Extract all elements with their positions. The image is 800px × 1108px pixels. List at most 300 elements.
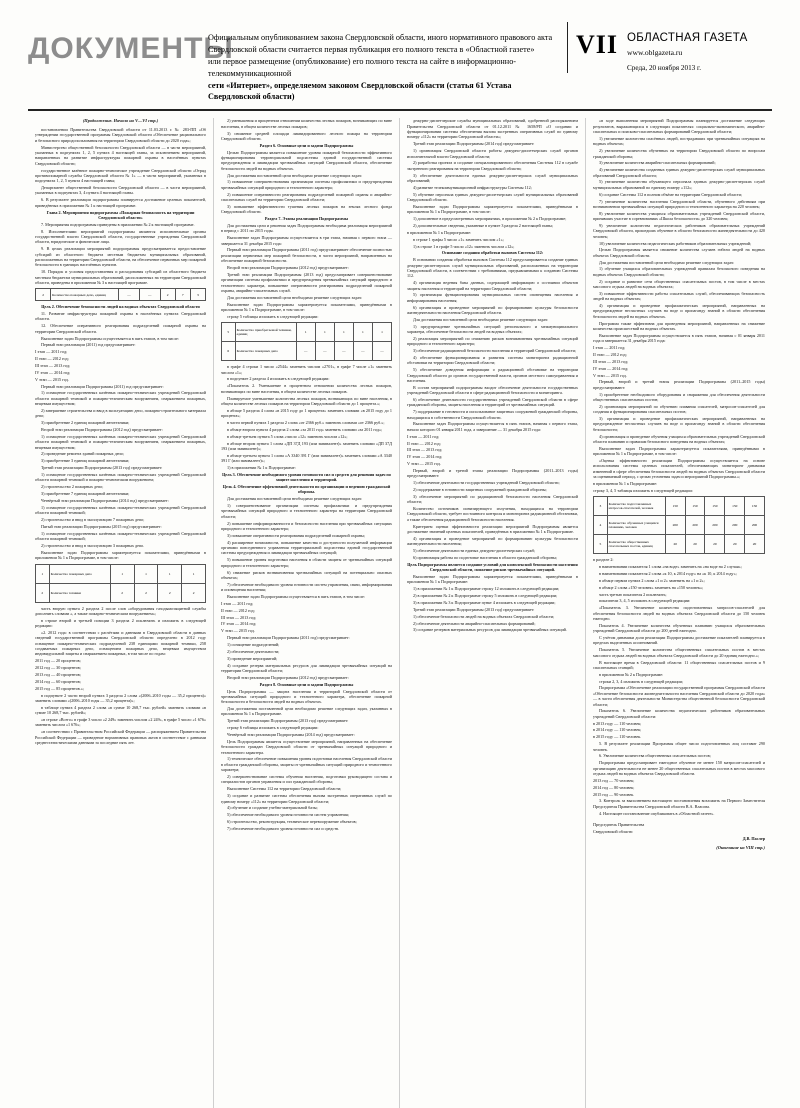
cell: 150 xyxy=(725,497,745,516)
paragraph: 4) организация и проведение обучения учащихся образовательных учреждений Свердловской области плаванию и правилам безопасного поведения на водных объектах; xyxy=(593,433,765,445)
paragraph: Показатель 4. Увеличение количества обученных плаванию учащихся образовательных учреждений Свердловской области до 200 детей ежегодно. xyxy=(593,622,765,634)
paragraph: Выполнение Системы 112 на территории Свердловской области; xyxy=(227,786,342,792)
paragraph: в разделе 2: xyxy=(593,557,614,563)
paragraph: Третий этап реализации Подпрограммы (2013 год) предусматривает: xyxy=(41,465,163,471)
cell: Количество подготовленных матросов-спасателей, человек xyxy=(607,497,665,516)
cell: Количество пожарных депо xyxy=(235,342,296,361)
paragraph: 2011 год — 20 процентов; xyxy=(35,658,81,664)
paragraph: Целью Подпрограммы является снижение количества случаев гибели людей на водных объектах Свердловской области. xyxy=(593,247,765,258)
notice-line-4: сети «Интернет», определяемом законом Свердловской области (статья 61 Устава Свердловской области) xyxy=(208,80,512,102)
cell: Количество общественных спасательных постов, единиц xyxy=(607,535,665,554)
paragraph: Выполнение задач Подпрограммы характеризуется показателями, приведёнными в приложении № 1 к Подпрограмме, в том числе: xyxy=(221,301,392,312)
paragraph: в приложении № 1 к Подпрограмме: xyxy=(407,229,472,235)
section-heading: Раздел 8. Основные цели и задачи Подпрограммы xyxy=(259,681,354,687)
paragraph: в 2015 году — 110 человек. xyxy=(593,734,642,740)
paragraph: II этап — 2012 год; xyxy=(407,440,441,446)
cell: Количество пожарных депо, единиц xyxy=(51,289,119,301)
paragraph: «в строке «Всего» в графе 3 число «2 249» заменить числом «2 249», в графе 5 число «1 676» заменить числом «1 676»; xyxy=(35,717,206,728)
paragraph: 1) в приложении № 1 к Подпрограмме строку 12 изложить в следующей редакции; xyxy=(413,586,560,592)
section-heading: Раздел 7. Этапы реализации Подпрограммы xyxy=(264,216,349,222)
cell: 200 xyxy=(705,516,725,535)
paragraph: 3) увеличение количества аварийно-спасательных формирований; xyxy=(599,160,716,166)
paragraph: 1) обеспечение деятельности государственных учреждений Свердловской области; xyxy=(413,480,560,486)
paragraph: 6) обеспечение деятельности государственных учреждений Свердловской области в сфере гражданской обороны, защиты населения и территорий от чрезвычайных ситуаций. xyxy=(407,397,578,408)
paragraph: 1) увеличение количества спасённых людей, пострадавших при чрезвычайных ситуациях на водных объектах; xyxy=(593,135,765,147)
paragraph: 1) приобретение необходимого оборудования и снаряжения для обеспечения деятельности общественных спасательных постов; xyxy=(593,391,765,403)
indicator-table-4 xyxy=(593,496,765,554)
cell: Количество приобретаемой техники, единиц xyxy=(235,323,296,342)
paragraph: 2) в приложении № 2 к Подпрограмме строку 5 изложить в следующей редакции; xyxy=(413,593,558,599)
paragraph: Выполнение задач Подпрограммы осуществляется в пять этапов, начиная с 01 января 2011 года и завершается 31 декабря 2015 года: xyxy=(593,332,765,344)
masthead-right xyxy=(567,22,772,73)
paragraph: Выполнение задач Подпрограммы осуществляется в пять этапов, начиная с первого этапа, начало которого 01 января 2011 года, а завершение — 31 декабря 2015 года: xyxy=(407,421,578,432)
cell: 150 xyxy=(665,497,685,516)
paragraph: в абзаце третьем пункта 1 слова «А 3340 391 Г (или эквивалент)» заменить словами «А 3340 391 Г (или эквивалент)»; xyxy=(221,452,392,464)
paragraph: 2) организация мероприятий по обучению плавания спасателей, матросов-спасателей для создания и функционирования спасательных постов; xyxy=(593,403,765,415)
paragraph: Первый, второй и третий этапы реализации Подпрограммы (2011–2013 годы) предусматривают: xyxy=(407,467,578,479)
paragraph: «Показатель 3. Увеличение количества подготовленных матросов-спасателей для обеспечения безопасности людей на водных объектах Свердловской области до 150 человек ежегодно. xyxy=(593,605,765,621)
paragraph: Показатель 5. Увеличение количества общественных спасательных постов в местах массового отдыха людей на водных объектах Свердловской области до 20 единиц ежегодно.»; xyxy=(593,647,765,658)
paragraph: 1) оснащение государственных казённых пожарно-технических учреждений Свердловской области пожарной техникой; xyxy=(35,530,206,542)
official-publication-notice xyxy=(206,22,567,103)
paragraph: 2) увеличение количества обученных на территории Свердловской области по вопросам гражданской обороны; xyxy=(593,148,765,159)
paragraph: 5) организация функционирования муниципальных систем оповещения населения и информирования населения; xyxy=(407,292,578,303)
paragraph: в наименовании показателя 1 слова «на воде» заменить на «на воде на 2 случая»; xyxy=(599,564,742,570)
cell: 1 xyxy=(296,323,315,342)
paragraph: дежурно-диспетчерские службы муниципальных образований, одобренной распоряжением Правительства Свердловской области от 01.12.2011 № 1658/РП «О создании и функционировании системы обеспечения вызова экстренных оперативных служб по единому номеру «112» на территории Свердловской области»; xyxy=(407,118,578,140)
notice-line-1: Официальным опубликованием закона Свердловской области, иного нормативного правового акта xyxy=(208,33,553,42)
cell: 1 xyxy=(36,564,50,583)
cell: 20 xyxy=(685,535,705,554)
cell: Количество обученных учащихся плаванию, человек xyxy=(607,516,665,535)
section-heading: Раздел 6. Основные цели и задачи Подпрограммы xyxy=(259,142,354,148)
paragraph: 4) расширение возможности, повышение качества и доступности получаемой информации органами повседневного управления территориальной подсистемы единой государственной системы предупреждения и ликвидации чрезвычайных ситуаций; xyxy=(221,539,392,556)
paragraph: 5) обучение персонала единых дежурно-диспетчерских служб муниципальных образований Свердловской области. xyxy=(407,191,578,203)
paragraph: В настоящее время в Свердловской области: 11 общественных спасательных постов и 9 спасательных станций; xyxy=(593,659,765,670)
paragraph: Департамент общественной безопасности Свердловской области — в части мероприятий, указанных в подпунктах 3, 4 пункта 4 настоящей главы. xyxy=(35,185,206,196)
paragraph: 7) обеспечение необходимого уровня готовности сил и средств. xyxy=(227,825,340,831)
paragraph: Выполнение задач Подпрограммы характеризуется показателями, приведёнными в приложении № 1 к Подпрограмме, в том числе: xyxy=(593,445,765,457)
paragraph: в абзаце третьем пункта 5 слова «число «12» заменить числом «12»; xyxy=(227,433,348,439)
paragraph: 7. Мероприятия подпрограммы приведены в приложении № 2 к настоящей программе. xyxy=(41,221,195,227)
paragraph: Третий этап реализации Подпрограммы (2013 год) предусматривает совершенствование организации системы профилактики и предупреждения чрезвычайных ситуаций природного и техногенного характера, повышение оперативности реагирования подразделений пожарной охраны, аварийно-спасательных служб. xyxy=(221,271,392,293)
cell: 150 xyxy=(705,497,725,516)
paragraph: Программа также эффективна для проведения мероприятий, направленных на снижение количества происшествий на водных объектах. xyxy=(593,320,765,332)
paragraph: V этап — 2015 год. xyxy=(221,628,255,634)
paragraph: 4) обеспечение функционирования и развития системы мониторинга радиационной обстановки на территории Свердловской области; xyxy=(407,355,578,366)
paragraph: 9. В целях реализации мероприятий подпрограммы предусматривается предоставление субсидий из областного бюджета местным бюджетам муниципальных образований, расположенных на территории Свердловской области, на обеспечение первичных мер пожарной безопасности в границах населённых пунктов. xyxy=(35,246,206,268)
paragraph: 7) увеличение количества населения Свердловской области, обученного действиям при возникновении чрезвычайных ситуаций природного и техногенного характера на 220 человек; xyxy=(593,198,765,209)
paragraph: в подпункте 2 части второй пункта 3 раздела 2 слова «(2006–2010 годы — 35,2 процента)» заменить словами «(2006–2010 годы — 35,2 процента)»; xyxy=(35,692,206,703)
paragraph: Для достижения поставленной цели необходимо решение следующих задач: xyxy=(413,316,549,322)
paragraph: Первый, второй и третий этапы реализации Подпрограммы (2011–2015 годы) предусматривают: xyxy=(593,379,765,390)
paragraph: 2) строительство и ввод в эксплуатацию 7 пожарных депо; xyxy=(41,517,145,523)
paragraph: в абзаце втором пункта 1 слова «ДП 37Д 193 (или эквивалент)» заменить словами «ДП 37Д 193 (или эквивалент)»; xyxy=(221,440,392,451)
paragraph: 2) совершенствование системы обучения населения, подготовки руководящего состава и специалистов органов управления и сил гражданской обороны; xyxy=(221,774,392,785)
paragraph: 1) в приложении № 1 к Подпрограмме: xyxy=(227,464,296,470)
cell: 200 xyxy=(745,516,765,535)
paragraph: III этап — 2013 год; xyxy=(35,362,71,368)
paragraph: Для достижения поставленной цели необходимо решение следующих задач: xyxy=(227,496,363,502)
cell: 200 xyxy=(665,516,685,535)
cell: 20 xyxy=(705,535,725,554)
paragraph: 2) проведение ремонта зданий пожарных депо; xyxy=(41,451,124,457)
paragraph: V этап — 2015 год. xyxy=(407,461,441,467)
paragraph: в абзаце первом пункта 2 слова «1 и 2» заменить на «1 и 2»; xyxy=(599,577,705,583)
indicator-table-2 xyxy=(221,322,392,361)
paragraph: Для достижения поставленной цели необходимо решение следующих задач: xyxy=(227,294,363,300)
paragraph: Показатель 6. Увеличение количества педагогических работников образовательных учреждений Свердловской области: xyxy=(593,708,765,719)
paragraph: в 2014 году — 110 человек; xyxy=(593,727,642,733)
paragraph: 2) строительство 2 пожарных депо; xyxy=(41,484,104,490)
paragraph: Выполнение задач Подпрограммы осуществляется в три этапа, начиная с первого этапа — завершается 31 декабря 2015 года: xyxy=(221,235,392,246)
indicator-table-1b xyxy=(35,564,206,603)
section-heading: Цель 4. Обеспечение эффективной деятельности по организации и ведению гражданской обороны. xyxy=(222,484,391,495)
paragraph: 1) совершенствование организации системы профилактики и предупреждения чрезвычайных ситуаций природного и техногенного характера на территории Свердловской области; xyxy=(221,503,392,519)
paragraph: III этап — 2013 год; xyxy=(593,358,629,364)
cell: — xyxy=(315,342,334,361)
paragraph: 2013 год — 40 процентов; xyxy=(35,672,81,678)
paragraph: Выполнение задач Подпрограммы осуществляется в пять этапов, в том числе: xyxy=(41,335,179,341)
paragraph: 3) организация и проведение профилактических мероприятий, направленных на предупреждение несчастных случаев на воде и пропаганду знаний в области обеспечения безопасности; xyxy=(593,416,765,432)
paragraph: 2012 год — 30 процентов; xyxy=(35,665,81,671)
cell: 1 xyxy=(110,564,134,583)
paragraph: в 2013 году — 110 человек; xyxy=(593,720,642,726)
paragraph: 3) снижение средней площади ликвидированного лесного пожара на территории Свердловской области. xyxy=(221,130,392,141)
end-note: (Окончание на VIII стр.) xyxy=(716,845,765,851)
paragraph: в строке 1 графы 5 число «1» заменить числом «1»; xyxy=(413,236,504,242)
paragraph: Планируемое уменьшение количества лесных пожаров, возникающих по вине населения, в общем количестве лесных пожаров на территории Свердловской области до 1 процента.»; xyxy=(221,395,392,406)
paragraph: 7) поддержание в готовности и использование защитных сооружений гражданской обороны, находящихся в собственности Свердловской области. xyxy=(407,409,578,420)
paragraph: 3) повышение эффективности тушения лесных пожаров на землях лесного фонда Свердловской области. xyxy=(221,203,392,215)
cell: Количество техники xyxy=(49,583,110,602)
paragraph: Критерием оценки эффективности реализации мероприятий Подпрограммы является достижение значений целевых показателей, приведённых в приложении № 1 к Подпрограмме. xyxy=(407,523,578,535)
paragraph: Целью Подпрограммы является повышение уровня пожарной безопасности эффективного функционирования территориальной подсистемы единой государственной системы предупреждения и ликвидации чрезвычайных ситуаций Свердловской области, обеспечение безопасности людей на водных объектах. xyxy=(221,149,392,171)
cell: 3 xyxy=(594,497,608,516)
paragraph: 3) приобретение 3 единиц пожарной автотехники; xyxy=(41,458,130,464)
cell: 1 xyxy=(372,323,391,342)
cell: Количество пожарных депо xyxy=(49,564,110,583)
paragraph: V этап — 2015 год. xyxy=(35,376,69,382)
paragraph: 3) создание резервов материальных ресурсов для ликвидации чрезвычайных ситуаций. xyxy=(413,627,567,633)
cell: 20 xyxy=(725,535,745,554)
paragraph: 1) оснащение государственных казённых пожарно-технических учреждений Свердловской области пожарной техникой; xyxy=(35,504,206,516)
paragraph: в строке второй и третьей позиции 3 раздела 2 исключить и изложить в следующей редакции: xyxy=(35,617,206,629)
paragraph: Первый этап реализации Подпрограммы (2011 год) предусматривает: xyxy=(227,635,350,641)
notice-line-3: или первое размещение (опубликование) его полного текста на сайте в информационно-телекоммуникационной xyxy=(208,56,517,78)
cell: 2 xyxy=(36,583,50,602)
paragraph: 3) обеспечение деятельности единых дежурно-диспетчерских служб муниципальных образований; xyxy=(407,172,578,183)
paragraph: 11. Развитие инфраструктуры пожарной охраны в населённых пунктах Свердловской области. xyxy=(35,311,206,322)
paragraph: строки 2, 3, 4 изложить в следующей редакции; xyxy=(599,678,684,684)
cell: 20 xyxy=(665,535,685,554)
paragraph: 6) снижение рисков возникновения чрезвычайных ситуаций на потенциально опасных объектах; xyxy=(221,569,392,580)
paragraph: Для достижения поставленной цели необходимо решение следующих задач: xyxy=(599,259,735,265)
paragraph: строку 5 таблицы изложить в следующей редакции: xyxy=(227,313,319,319)
cell: 3 xyxy=(190,289,205,301)
paragraph: 3) проведение мероприятий; xyxy=(227,655,278,661)
paragraph: II этап — 2012 год; xyxy=(35,356,69,362)
paragraph: IV этап — 2014 год; xyxy=(35,369,71,375)
paragraph: Выполнение задач Подпрограммы характеризуется показателями, приведёнными в приложении № 1 к Подпрограмме, в том числе: xyxy=(407,203,578,215)
paragraph: в абзаце втором пункта 4 раздела 2 слова «за 2011 год» заменить словами «за 2011 год»; xyxy=(227,426,383,432)
paragraph: 10. Порядок и условия предоставления и расходования субсидий из областного бюджета местным бюджетам муниципальных образований, расположенных на территории Свердловской области, приведены в приложении № 3 к настоящей программе. xyxy=(35,269,206,285)
cell: 1 xyxy=(334,323,353,342)
paragraph: в таблице пункта 4 раздела 2 слова «в сумме 10 268,7 тыс. рублей» заменить словами «в сумме 10 268,7 тыс. рублей»; xyxy=(35,704,206,716)
paragraph: 3) в приложении № 3 к Подпрограмме пункт 4 изложить в следующей редакции; xyxy=(413,600,556,606)
paragraph: 1) в строке 1 в графе 5 число «12» заменить числом «12»; xyxy=(413,243,515,249)
paragraph: Первый этап реализации Подпрограммы (2011 год) предусматривает обеспечение полностью реализации первичных мер пожарной безопасности, в части мероприятий, направленных на обеспечение пожарной безопасности. xyxy=(221,247,392,264)
page-number-roman: VII xyxy=(576,30,619,59)
cell: 1 xyxy=(134,564,158,583)
paragraph: часть третью показателя 2 исключить; xyxy=(599,591,667,597)
paragraph: IV этап — 2014 год; xyxy=(221,621,257,627)
paragraph: 5) увеличение количества обучающего персонала единых дежурно-диспетчерских служб муниципальных образований по единому номеру «112»; xyxy=(593,179,765,190)
paper-name: ОБЛАСТНАЯ ГАЗЕТА xyxy=(627,32,748,44)
paragraph: V этап — 2015 год. xyxy=(593,372,627,378)
cell: — xyxy=(296,342,315,361)
cell: — xyxy=(334,342,353,361)
cell: 2 xyxy=(134,583,158,602)
paragraph: 3) повышение оперативности реагирования подразделений пожарной охраны; xyxy=(227,532,365,538)
paragraph: «в соответствии с Правительством Российской Федерации — распоряжением Правительства Российской Федерации — приведение нормативных правовых актов в соответствие с данными среднестатистическими данными за последние пять лет. xyxy=(35,729,206,745)
paragraph: 2) завершение строительства и ввод в эксплуатацию депо, пожарно-строительного материала депо; xyxy=(35,407,206,419)
paragraph: Пятый этап реализации Подпрограммы (2015 год) предусматривает: xyxy=(41,523,162,529)
paragraph: 5) повышение уровня подготовки населения в области защиты от чрезвычайных ситуаций природного и техногенного характера; xyxy=(221,557,392,568)
paragraph: 3) повышение эффективности работы спасательных служб, обеспечивающих безопасность людей на водных объектах; xyxy=(593,290,765,302)
paragraph: 4) организация и проведение мероприятий по формированию культуры безопасности жизнедеятельности населения; xyxy=(407,535,578,547)
paragraph: 2) поддержание в готовности защитных сооружений гражданской обороны; xyxy=(413,487,547,493)
indicator-table-1 xyxy=(35,288,206,301)
paragraph: 4) развитие телекоммуникационной инфраструктуры Системы 112; xyxy=(413,184,532,190)
cell: 2 xyxy=(158,583,182,602)
cell: 2 xyxy=(182,583,206,602)
cell: — xyxy=(372,342,391,361)
paragraph: I этап — 2011 год; xyxy=(35,349,68,355)
paragraph: 1) организация Свердловской области работы дежурно-диспетчерских служб органов исполнительной власти Свердловской области; xyxy=(407,148,578,159)
subsection-heading: Цель 2. Обеспечение безопасности людей на водных объектах Свердловской области xyxy=(41,304,200,310)
paragraph: Подпрограмма «Обеспечение реализации государственной программы Свердловской области «Обеспечение безопасности жизнедеятельности населения Свердловской области до 2020 года» — в части обеспечения деятельности Министерства общественной безопасности Свердловской области; xyxy=(593,685,765,707)
paragraph: Третий этап реализации Подпрограммы (2013 год) предусматривает: xyxy=(227,718,349,724)
paragraph: 2) реализация мероприятий по снижению рисков возникновения чрезвычайных ситуаций природного и техногенного характера; xyxy=(407,335,578,347)
paragraph: Выполнение задач Подпрограммы характеризуется показателями, приведёнными в приложении № 1 к Подпрограмме: xyxy=(407,574,578,585)
paragraph: 4) создание резерва материальных ресурсов для ликвидации чрезвычайных ситуаций на территории Свердловской области; xyxy=(221,662,392,673)
paragraph: 4) организация ведения базы данных, содержащей информацию о состоянии объектов защиты населения и территорий на территории Свердловской области; xyxy=(407,280,578,291)
paragraph: 2) создание и развитие сети общественных спасательных постов, в том числе в местах массового отдыха людей на водных объектах; xyxy=(593,278,765,290)
paragraph: в абзаце 5 раздела 4 слова «в 2015 году до 1 процента» заменить словами «в 2015 году до 1 процента»; xyxy=(221,407,392,419)
paragraph: 6) создание Системы 112 в полном объёме на территории Свердловской области; xyxy=(599,191,743,197)
paragraph: 1) оснащение государственных казённых пожарно-технических учреждений Свердловской области пожарной техникой и пожарно-техническим вооружением, снаряжением пожарных, вещевым имуществом; xyxy=(35,390,206,407)
cell: 200 xyxy=(725,516,745,535)
paragraph: I этап — 2011 год; xyxy=(593,345,626,351)
paragraph: 3) приобретение 7 единиц пожарной автотехники; xyxy=(41,491,130,497)
paragraph: 3) обеспечение мероприятий по радиационной безопасности населения Свердловской области; xyxy=(407,493,578,505)
paragraph: 2014 год — 60 процентов; xyxy=(35,678,81,684)
masthead xyxy=(28,22,772,111)
paragraph: Выполнение задач Подпрограммы характеризуется показателями, приведёнными в приложении № 1 к Подпрограмме, в том числе: xyxy=(35,549,206,561)
page-title: ДОКУМЕНТЫ xyxy=(28,32,234,65)
paragraph: в абзаце 2 слова «150 человек» заменить на «150 человек»; xyxy=(599,584,704,590)
paragraph: строку 6 таблицы изложить в следующей редакции: xyxy=(227,725,319,731)
paragraph: 2013 год — 70 человек; xyxy=(593,777,635,783)
cell: 1 xyxy=(182,564,206,583)
paragraph: Выполнение задач Подпрограммы осуществляется в пять этапов, в том числе: xyxy=(227,594,365,599)
paragraph: показатели 3, 4, 5 изложить в следующей редакции: xyxy=(599,598,691,604)
paragraph: в приложении № 1 к Подпрограмме: xyxy=(593,481,658,487)
paragraph: 1) повышение совершенствования организации системы профилактики и предупреждения чрезвычайных ситуаций природного и техногенного характера; xyxy=(221,179,392,190)
paragraph: 2) обеспечение деятельности аварийно-спасательных формирований; xyxy=(413,620,536,626)
paragraph: 5) обеспечение доведения информации о радиационной обстановке на территории Свердловской области до органов государственной власти, органов местного самоуправления и населения. xyxy=(407,367,578,383)
paragraph: С учётом динамики доли реализации Подпрограммы достижение показателей планируется в пределах выделенных ассигнований. xyxy=(593,635,765,646)
paragraph: Второй этап реализации Подпрограммы (2012 год) предусматривает: xyxy=(227,264,349,270)
paragraph: 6. Увеличение количества общественных спасательных постов; xyxy=(599,753,711,759)
paragraph: 1) дополнение в предусмотренных мероприятиях, в приложении № 2 к Подпрограмме; xyxy=(413,216,567,222)
section-heading: Глава 2. Мероприятия подпрограммы «Пожарная безопасность на территории Свердловской области» xyxy=(46,209,195,220)
paragraph: Четвёртый этап реализации Подпрограммы (2014 год) предусматривает: xyxy=(227,732,355,738)
paragraph: 4. Настоящее постановление опубликовать в «Областной газете». xyxy=(599,810,715,816)
paragraph: 2) уменьшения и процентном отношении количества лесных пожаров, возникающих по вине населения, в общем количестве лесных пожаров; xyxy=(221,118,392,129)
paragraph: строку 3, 4, 5 таблицы изложить в следующей редакции: xyxy=(593,487,693,493)
paragraph: 9) увеличение количества педагогических работников образовательных учреждений Свердловской области, прошедших обучение в области безопасности жизнедеятельности до 420 человек; xyxy=(593,222,765,239)
paragraph: в части первой пункта 1 раздела 2 слова «от 2366 руб.» заменить словами «от 2366 руб.»; xyxy=(227,419,385,425)
paragraph: 2) строительство и ввод в эксплуатацию 3 пожарных депо. xyxy=(41,543,145,549)
paragraph: 7) обеспечение необходимого уровня готовности систем управления, связи, информирования и оповещения населения; xyxy=(221,581,392,593)
cell: 1 xyxy=(353,323,372,342)
paragraph: Цель Подпрограммы — защита населения и территорий Свердловской области от чрезвычайных ситуаций природного и техногенного характера, обеспечение пожарной безопасности и безопасности людей на водных объектах. xyxy=(221,688,392,705)
paragraph: 4) организация и проведение профилактических мероприятий, направленных на предупреждение несчастных случаев на воде и пропаганду знаний в области обеспечения безопасности людей на водных объектах. xyxy=(593,303,765,319)
paragraph: 1) предупреждение чрезвычайных ситуаций регионального и межмуниципального характера, обеспечение безопасности людей на водных объектах; xyxy=(407,323,578,335)
paragraph: В состав мероприятий подпрограммы входит обеспечение деятельности государственных учреждений Свердловской области в сфере радиационной безопасности и мониторинга. xyxy=(407,384,578,396)
paragraph: 4) обучение и создание учебно-материальной базы; xyxy=(227,805,318,811)
paragraph: 2) разработка проекта и создание специализированного обеспечения Системы 112 в службе экстренного реагирования на территории Свердловской области; xyxy=(407,160,578,171)
cell: 6 xyxy=(222,342,236,361)
cell: 1 xyxy=(315,323,334,342)
column-1 xyxy=(28,118,214,1108)
paragraph: постановлении Правительства Свердловской области от 11.03.2013 г. № 283-ПП «Об утверждении государственной программы Свердловской области «Обеспечение рационального и безопасного природопользования на территории Свердловской области до 2020 года»; xyxy=(35,127,206,143)
paragraph: 2) повышение оперативности реагирования подразделений пожарной охраны и аварийно-спасательных служб на территории Свердловской области; xyxy=(221,191,392,203)
paragraph: 6. В результате реализации подпрограммы планируется достижение целевых показателей, приведённых в приложении № 1 к настоящей программе. xyxy=(35,197,206,208)
paragraph: «в ходе выполнения мероприятий Подпрограммы планируется достижение следующих результатов, выражающихся в следующих показателях: социально-экономического, аварийно-спасательных и поисково-спасательных формирований Свердловской области; xyxy=(593,118,765,135)
paragraph: «Оценка эффективности реализации Подпрограммы осуществляется на основе использования системы целевых показателей, обеспечивающих мониторинг динамики изменений в сфере обеспечения безопасности людей на водных объектах Свердловской области за оцениваемый период, с целью уточнения задач и мероприятий Подпрограммы.»; xyxy=(593,458,765,480)
paragraph: II этап — 2012 год; xyxy=(221,607,255,613)
cell: 150 xyxy=(745,497,765,516)
paragraph: 6) строительство, реконструкция, техническое перевооружение объектов; xyxy=(227,819,357,825)
signature-name: Д.В. Паслер xyxy=(742,835,765,841)
signature-role-line-1: Председатель Правительства xyxy=(593,822,645,827)
paragraph: 3) создание и развитие системы обеспечения вызова экстренных оперативных служб по единому номеру «112» на территории Свердловской области; xyxy=(221,793,392,804)
paragraph: 2) повышение информированности и безопасности населения при чрезвычайных ситуациях природного и техногенного характера; xyxy=(221,520,392,532)
paragraph: Второй этап реализации Подпрограммы (2012 год) предусматривает: xyxy=(41,427,163,433)
paragraph: 1) техническое обеспечение повышения уровня подготовки населения Свердловской области в области гражданской обороны, защиты от чрезвычайных ситуаций природного и техногенного характера; xyxy=(221,756,392,773)
paragraph: в подпункте 2 раздела 4 изложить в следующей редакции: xyxy=(227,376,330,382)
cell: 2 xyxy=(160,289,175,301)
paragraph: Первый этап реализации Подпрограммы (2011) год предусматривает: xyxy=(41,383,164,389)
paragraph: 4) увеличение количества созданных единых дежурно-диспетчерских служб муниципальных образований Свердловской области; xyxy=(593,167,765,178)
paragraph: III этап — 2013 год; xyxy=(407,447,443,453)
cell: 20 xyxy=(745,535,765,554)
paragraph: IV этап — 2014 год; xyxy=(407,454,443,460)
paragraph: 5) обеспечение необходимого уровня готовности систем управления; xyxy=(227,812,349,818)
cell: 7 xyxy=(175,289,190,301)
paragraph: 3) обеспечение радиационной безопасности населения и территорий Свердловской области; xyxy=(413,348,577,354)
paragraph: Первый этап реализации (2011) год предусматривает: xyxy=(41,342,136,348)
cell: 5 xyxy=(594,535,608,554)
paragraph: Второй этап реализации Подпрограммы (2012 год) предусматривает: xyxy=(227,674,349,680)
cell: 200 xyxy=(685,516,705,535)
paragraph: Третий этап реализации Подпрограммы (2014 год) предусматривает: xyxy=(413,141,535,147)
paragraph: 6) организация работы по подготовке населения в области гражданской обороны; xyxy=(413,555,557,560)
paragraph: 6) организация и проведение мероприятий по формированию культуры безопасности жизнедеятельности населения Свердловской области. xyxy=(407,304,578,315)
paragraph: 10) увеличение количества педагогических работников образовательных учреждений; xyxy=(599,240,752,246)
issue-date: Среда, 20 ноября 2013 г. xyxy=(627,63,701,72)
column-2 xyxy=(214,118,400,1108)
paragraph: Министерство общественной безопасности Свердловской области — в части мероприятий, указанных в подпунктах 1, 2, 5 пункта 4 настоящей главы, за исключением мероприятий, направленных на развитие инфраструктуры пожарной охраны в населённых пунктах Свердловской области; xyxy=(35,144,206,166)
paragraph: «2. 2012 года: в соответствии с расчётами и данными в Свердловской области в данных сведений государственной программы Свердловской области определено в 2012 году оснащение пожарно-технических подразделений 238 единицами пожарной техники, 258 создаваемых пожарных депо, оснащением пожарных депо, вещевым имуществом индивидуальной защиты и снаряжением пожарных, в том числе по годам: xyxy=(35,630,206,657)
paragraph: государственное казённое пожарно-техническое учреждение Свердловской области «Отряд противопожарной службы Свердловской области № 1» — в части мероприятий, указанных в подпунктах 1, 2, 5 пункта 4 настоящей главы; xyxy=(35,167,206,184)
paragraph: Для достижения поставленной цели необходимо решение следующих задач, указанных в приложении № 1 к Подпрограмме. xyxy=(221,706,392,717)
paragraph: IV этап — 2014 год; xyxy=(593,365,629,371)
paragraph: 2015 год — 85 процентов.»; xyxy=(35,685,85,691)
paragraph: 2) дополнительные сведения, указанные в пункте 3 раздела 2 настоящей главы; xyxy=(413,222,553,228)
paragraph: 3) приобретение 2 единиц пожарной автотехники; xyxy=(41,420,130,426)
paragraph: 1) оснащение государственных казённых пожарно-технических учреждений Свердловской области пожарной техникой и пожарно-техническим вооружением, снаряжением пожарных, вещевым имуществом; xyxy=(35,433,206,450)
paragraph: часть вторую пункта 2 раздела 2 после слов «оборудования газодымозащитной службы дополнить словами «, а также пожарно-техническим вооружением»; xyxy=(35,605,206,616)
cell: 5 xyxy=(222,323,236,342)
cell: 150 xyxy=(685,497,705,516)
website-url[interactable]: www.oblgazeta.ru xyxy=(627,48,683,58)
cell: 2 xyxy=(36,289,51,301)
paragraph: в приложении № 2 к Подпрограмме: xyxy=(599,671,664,677)
paragraph: в наименовании показателя 2 слова «к 10, к 2014 году» на «к 10, к 2014 году»; xyxy=(599,570,737,576)
paragraph: I этап — 2011 год; xyxy=(221,600,254,606)
cell: — xyxy=(139,289,160,301)
paragraph: 1) обеспечение безопасности людей на водных объектах Свердловской области; xyxy=(413,613,555,619)
paragraph: I этап — 2011 год; xyxy=(407,433,440,439)
continuation-note: (Продолжение. Начало на V—VI стр.) xyxy=(82,118,159,124)
paragraph: Количество источников ионизирующего излучения, находящихся на территории Свердловской области, требует постоянного контроля и мониторинга радиационной обстановки, а также обеспечения радиационной безопасности населения. xyxy=(407,506,578,522)
paragraph: 5) обеспечение деятельности единых дежурно-диспетчерских служб; xyxy=(413,548,536,554)
paragraph: 1) оснащение подразделений; xyxy=(227,642,280,648)
article-columns xyxy=(28,118,772,1108)
paragraph: В основании создания обработки вызовов Системы 112 предусматривается создание единых дежурно-диспетчерских служб муниципальных образований, расположенных на территории Свердловской области, в соответствии с требованиями, предъявляемыми к созданию Системы 112. xyxy=(407,257,578,279)
notice-line-2: Свердловской области считается первая публикация его полного текста в «Областной газете» xyxy=(208,44,535,54)
section-heading: Цель 3. Обеспечение необходимого уровня готовности сил и средств для решения задач по защите населения и территорий. xyxy=(222,471,391,483)
paragraph: III этап — 2013 год; xyxy=(221,614,257,620)
paragraph: 1) обучение учащихся образовательных учреждений правилам безопасного поведения на водных объектах Свердловской области; xyxy=(593,266,765,277)
paragraph: 2014 год — 80 человек; xyxy=(593,784,635,790)
cell: 2 xyxy=(110,583,134,602)
cell: — xyxy=(119,289,140,301)
section-heading: Цель Подпрограммы является создание условий для комплексной безопасности населения Свердловской области, снижение рисков чрезвычайных ситуаций. xyxy=(407,561,578,573)
paragraph: 5. В результате реализации Программы общее число подготовленных лиц составит 290 человек. xyxy=(593,741,765,752)
paragraph: Для достижения цели и решения задач Подпрограммы необходима реализация мероприятий в период с 2011 по 2015 годы. xyxy=(221,222,392,234)
paragraph: Четвёртый этап реализации Подпрограммы (2014 год) предусматривает: xyxy=(41,498,169,503)
paragraph: II этап — 2012 год; xyxy=(593,352,627,357)
paragraph: 2015 год — 90 человек. xyxy=(593,791,635,797)
paragraph: Для достижения поставленной цели необходимо решение следующих задач: xyxy=(227,172,363,178)
paragraph: в графе 4 строки 1 число «2544» заменить числом «2701», в графе 7 числе «1» заменить числом «1»; xyxy=(221,364,392,375)
paragraph: Третий этап реализации Подпрограммы (2013 год) предусматривает: xyxy=(413,606,535,612)
column-3 xyxy=(400,118,586,1108)
cell: 4 xyxy=(594,516,608,535)
paragraph: Подпрограмма предусматривает ежегодное обучение не менее 150 матросов-спасателей и организацию деятельности не менее 20 общественных спасательных постов в местах массового отдыха людей на водных объектах Свердловской области. xyxy=(593,760,765,776)
paragraph: Цель Подпрограммы является осуществление мероприятий, направленных на обеспечение безопасности граждан Свердловской области от чрезвычайных ситуаций природного и техногенного характера. xyxy=(221,738,392,755)
paragraph: 2) обеспечение деятельности; xyxy=(227,648,280,654)
paragraph: 3. Контроль за выполнением настоящего постановления возложить на Первого Заместителя Председателя Правительства Свердловской области В.А. Власова. xyxy=(593,798,765,809)
signature-role-line-2: Свердловской области xyxy=(593,828,633,834)
paragraph: 8) увеличение количества учащихся образовательных учреждений Свердловской области, принявших участие в соревнованиях «Школа безопасности» до 320 человек; xyxy=(593,210,765,222)
paragraph: «Показатель 2. Уменьшение в процентном отношении количества лесных пожаров, возникающих по вине населения, в общем количестве лесных пожаров. xyxy=(221,383,392,394)
